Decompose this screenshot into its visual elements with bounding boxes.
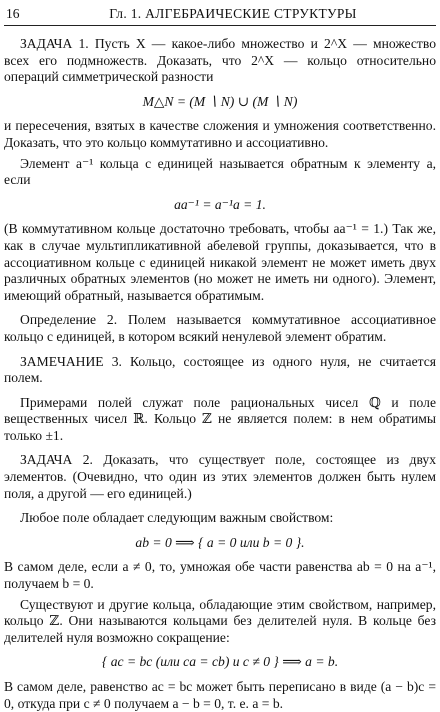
page-body — [4, 36, 436, 712]
problem-2: ЗАДАЧА 2. Доказать, что существует поле, состоящее из двух элементов. (Очевидно, что один из этих элементов должен быть нулем поля, а другой — его единицей.) — [4, 452, 436, 501]
paragraph-intersection: и пересечения, взятых в качестве сложения и умножения соответственно. Доказать, что это кольцо коммутативно и ассоциативно. — [4, 118, 436, 150]
paragraph-field-examples: Примерами полей служат поле рациональных чисел ℚ и поле вещественных чисел ℝ. Кольцо ℤ не является полем: в нем обратимы только ±1. — [4, 394, 436, 443]
page-number: 16 — [6, 6, 20, 21]
problem-1: ЗАДАЧА 1. Пусть X — какое-либо множество и 2^X — множество всех его подмножеств. Доказать, что 2^X — кольцо относительно операций симметрической разности — [4, 36, 436, 85]
formula-zero-product: ab = 0 ⟹ { a = 0 или b = 0 }. — [135, 534, 305, 550]
paragraph-proof: В самом деле, если a ≠ 0, то, умножая обе части равенства ab = 0 на a⁻¹, получаем b = 0. — [4, 559, 436, 592]
formula-inverse: aa⁻¹ = a⁻¹a = 1. — [174, 196, 266, 212]
paragraph-inverse-remark: (В коммутативном кольце достаточно требовать, чтобы aa⁻¹ = 1.) Так же, как в случае мультипликативной абелевой группы, доказывается, что в ассоциативном кольце с единицей никакой элемент не может иметь двух различных обратных элементов (но может не иметь ни одного). Элемент, имеющий обратный, называется обратимым. — [4, 221, 436, 303]
definition-field: Определение 2. Полем называется коммутативное ассоциативное кольцо с единицей, в котором всякий ненулевой элемент обратим. — [4, 312, 436, 344]
remark-3: ЗАМЕЧАНИЕ 3. Кольцо, состоящее из одного нуля, не считается полем. — [4, 353, 436, 386]
running-header — [4, 4, 436, 26]
paragraph-property: Любое поле обладает следующим важным свойством: — [20, 510, 334, 526]
paragraph-inverse-definition: Элемент a⁻¹ кольца с единицей называется обратным к элементу a, если — [4, 155, 436, 188]
formula-symmetric-difference: M△N = (M ∖ N) ∪ (M ∖ N) — [142, 93, 298, 109]
paragraph-zero-divisors: Существуют и другие кольца, обладающие этим свойством, например, кольцо ℤ. Они называются кольцами без делителей нуля. В кольце без делителей нуля возможно сокращение: — [4, 596, 436, 645]
formula-cancellation: { ac = bc (или ca = cb) и c ≠ 0 } ⟹ a = b. — [101, 654, 339, 670]
chapter-title: Гл. 1. АЛГЕБРАИЧЕСКИЕ СТРУКТУРЫ — [109, 6, 357, 21]
paragraph-cancellation-proof: В самом деле, равенство ac = bc может быть переписано в виде (a − b)c = 0, откуда при c ≠ 0 получаем a − b = 0, т. е. a = b. — [4, 679, 436, 711]
